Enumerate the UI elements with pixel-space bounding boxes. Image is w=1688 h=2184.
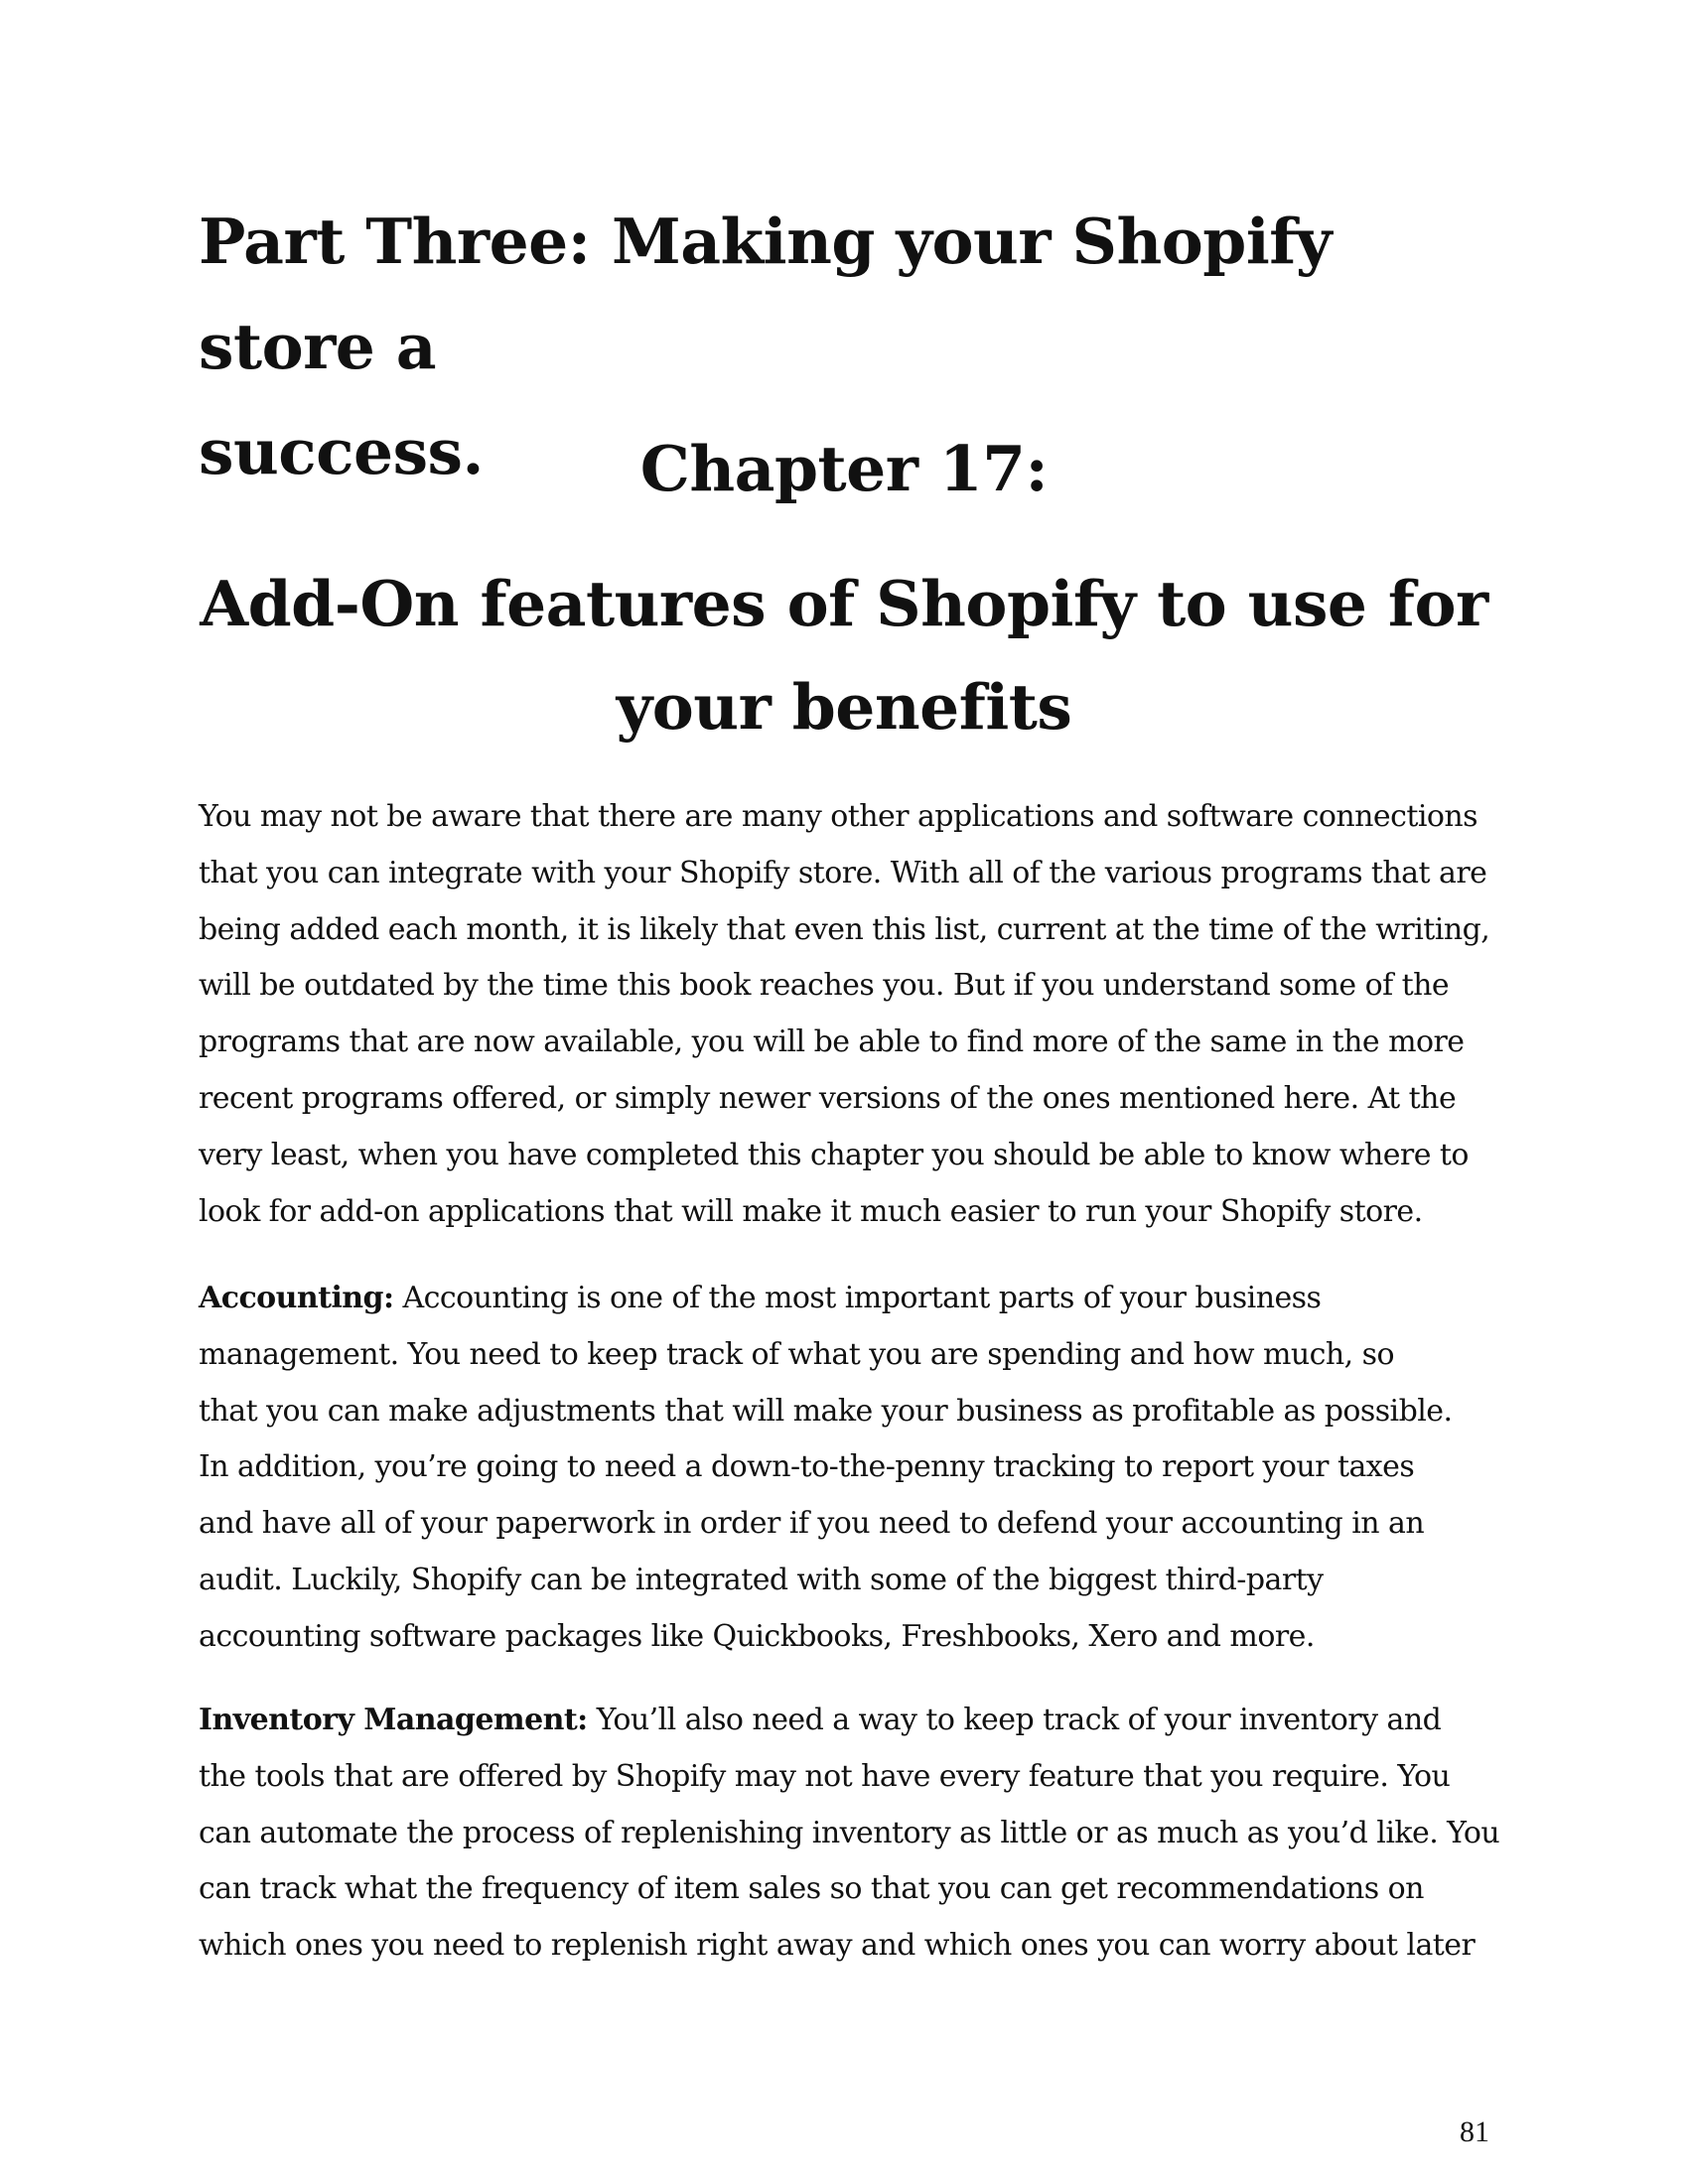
paragraph-line: accounting software packages like Quickbooks, Freshbooks, Xero and more. [199,1618,1315,1654]
paragraph-line: audit. Luckily, Shopify can be integrated with some of the biggest third-party [199,1562,1324,1597]
paragraph-line: being added each month, it is likely that even this list, current at the time of the writing, [199,911,1490,947]
paragraph-first-line [199,1693,1529,1749]
paragraph-line: recent programs offered, or simply newer versions of the ones mentioned here. At the [199,1080,1457,1116]
chapter-title [199,552,1489,758]
paragraph-line-text: You’ll also need a way to keep track of your inventory and [587,1703,1442,1737]
intro-paragraph [199,789,1529,1240]
paragraph-line: can automate the process of replenishing inventory as little or as much as you’d like. You [199,1815,1500,1850]
paragraph-line: that you can make adjustments that will make your business as profitable as possible. [199,1393,1453,1429]
paragraph-line: programs that are now available, you will be able to find more of the same in the more [199,1024,1465,1060]
paragraph-line: and have all of your paperwork in order if you need to defend your accounting in an [199,1506,1425,1542]
accounting-paragraph [199,1271,1529,1666]
paragraph-line: management. You need to keep track of what you are spending and how much, so [199,1336,1394,1372]
paragraph-line: will be outdated by the time this book reaches you. But if you understand some of the [199,968,1450,1004]
chapter-title-line-2: your benefits [616,670,1072,744]
inventory-paragraph [199,1693,1529,1975]
paragraph-line: the tools that are offered by Shopify may not have every feature that you require. You [199,1758,1451,1794]
paragraph-line-text: Accounting is one of the most important parts of your business [393,1281,1322,1315]
part-title-line-1: Part Three: Making your Shopify store a [199,205,1332,383]
inventory-heading: Inventory Management: [199,1703,588,1737]
paragraph-line: You may not be aware that there are many other applications and software connections [199,799,1478,834]
page-number: 81 [1460,2116,1489,2148]
accounting-heading: Accounting: [199,1281,394,1315]
chapter-title-line-1: Add-On features of Shopify to use for [200,567,1488,640]
paragraph-line: look for add-on applications that will make it much easier to run your Shopify store. [199,1193,1423,1229]
part-title-line-2: success. [199,415,484,488]
paragraph-line: which ones you need to replenish right away and which ones you can worry about later [199,1928,1476,1964]
paragraph-line: very least, when you have completed this chapter you should be able to know where to [199,1137,1469,1172]
chapter-number: Chapter 17: [639,432,1049,505]
paragraph-line: can track what the frequency of item sales so that you can get recommendations on [199,1871,1424,1907]
paragraph-line: that you can integrate with your Shopify store. With all of the various programs that are [199,855,1487,890]
paragraph-first-line [199,1271,1529,1327]
paragraph-line: In addition, you’re going to need a down-to-the-penny tracking to report your taxes [199,1449,1415,1485]
